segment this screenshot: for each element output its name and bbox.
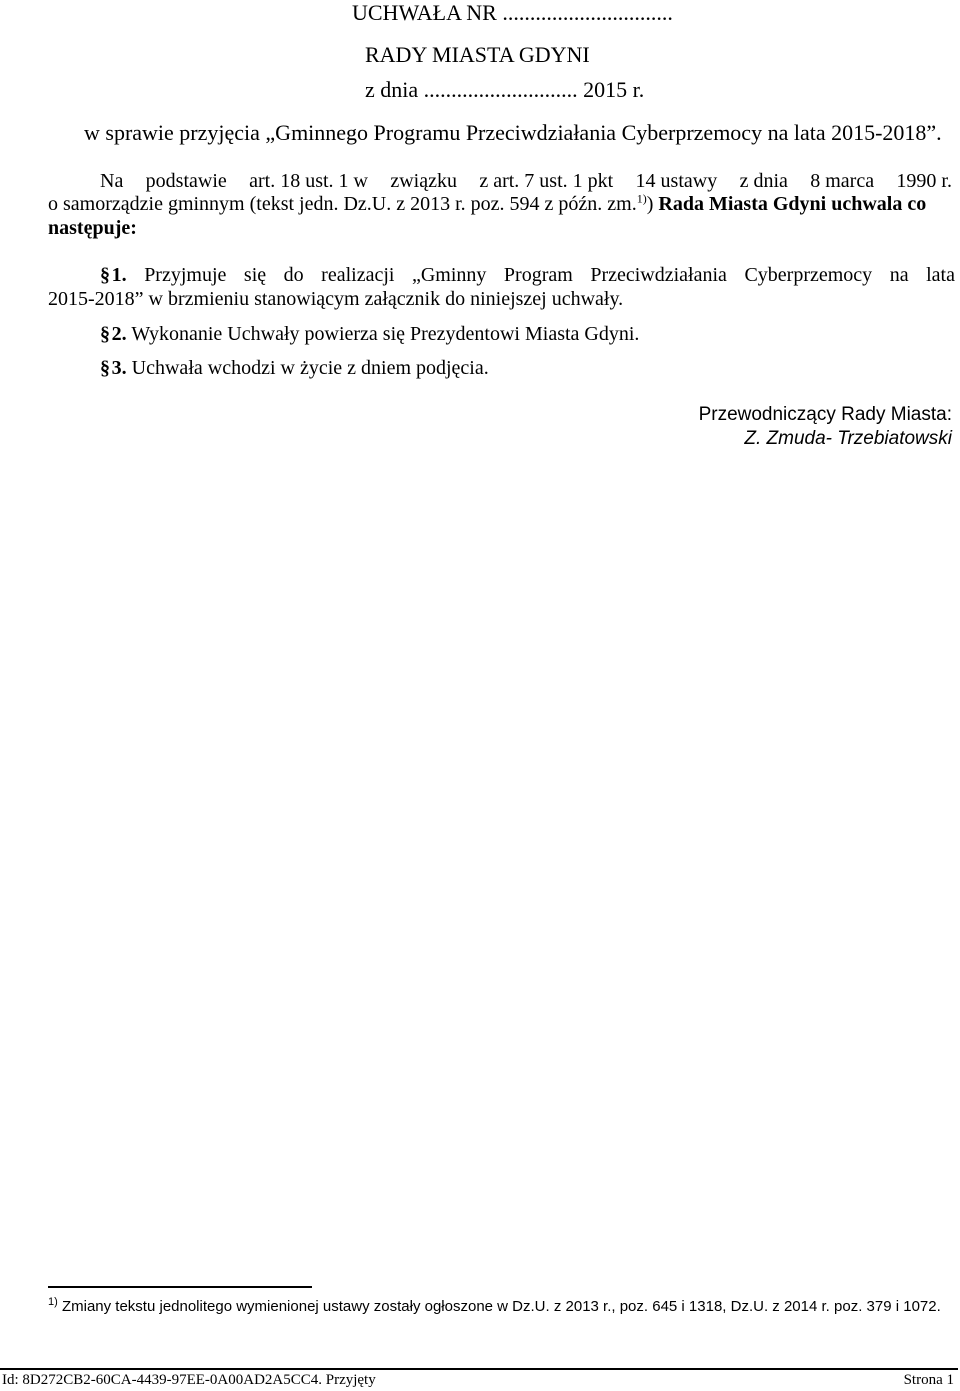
- page-number: Strona 1: [903, 1372, 954, 1388]
- section-word: się: [243, 264, 267, 286]
- section-word: realizacji: [321, 264, 395, 286]
- section-2-text: Wykonanie Uchwały powierza się Prezydentowi Miasta Gdyni.: [131, 323, 640, 345]
- council-name: RADY MIASTA GDYNI: [365, 42, 590, 67]
- preamble-word: art. 18 ust. 1 w: [249, 170, 368, 192]
- section-1-line-2: 2015-2018” w brzmieniu stanowiącym załącznik do niniejszej uchwały.: [48, 288, 624, 310]
- section-word: lata: [926, 264, 955, 286]
- preamble-word: z art. 7 ust. 1 pkt: [479, 170, 614, 192]
- preamble-word: 1990 r.: [896, 170, 952, 192]
- section-word: „Gminny: [411, 264, 487, 286]
- section-1-heading: [100, 264, 127, 287]
- section-symbol: §: [100, 264, 110, 286]
- footnote-text: Zmiany tekstu jednolitego wymienionej ustawy zostały ogłoszone w Dz.U. z 2013 r., poz. 645 i 1318, Dz.U. z 2014 r. poz. 379 i 1072.: [61, 1298, 941, 1315]
- section-number: 1.: [111, 264, 127, 286]
- preamble-word: związku: [390, 170, 457, 192]
- section-symbol: §: [100, 357, 110, 379]
- legal-basis-text: o samorządzie gminnym (tekst jedn. Dz.U. z 2013 r. poz. 594 z późn. zm.: [48, 193, 637, 215]
- preamble-word: 8 marca: [810, 170, 875, 192]
- section-3: [100, 357, 489, 380]
- resolution-subject: w sprawie przyjęcia „Gminnego Programu Przeciwdziałania Cyberprzemocy na lata 2015-2018”.: [84, 120, 942, 145]
- enacting-clause: Rada Miasta Gdyni uchwala co: [658, 193, 927, 215]
- enacting-clause-continued: następuje:: [48, 217, 137, 239]
- footnote-separator: [48, 1286, 312, 1288]
- section-word: Przyjmuje: [144, 264, 227, 286]
- signature-role: Przewodniczący Rady Miasta:: [698, 404, 952, 425]
- resolution-number: UCHWAŁA NR ...............................: [352, 0, 673, 25]
- signature-name: Z. Zmuda- Trzebiatowski: [744, 428, 952, 449]
- preamble-word: Na: [100, 170, 124, 192]
- preamble-word: 14 ustawy: [635, 170, 718, 192]
- footnote-marker: 1): [48, 1296, 58, 1308]
- preamble-word: podstawie: [145, 170, 227, 192]
- footnote-reference[interactable]: 1): [636, 191, 647, 206]
- preamble-line-1: [100, 170, 952, 193]
- section-3-text: Uchwała wchodzi w życie z dniem podjęcia.: [131, 357, 489, 379]
- section-word: na: [889, 264, 909, 286]
- footnote: [48, 1298, 941, 1315]
- section-word: Przeciwdziałania: [590, 264, 727, 286]
- section-word: Cyberprzemocy: [744, 264, 873, 286]
- document-id: Id: 8D272CB2-60CA-4439-97EE-0A00AD2A5CC4. Przyjęty: [2, 1372, 376, 1388]
- section-symbol: §: [100, 323, 110, 345]
- resolution-date: z dnia ............................ 2015 r.: [365, 77, 645, 102]
- section-word: Program: [503, 264, 573, 286]
- closing-paren: ): [646, 193, 654, 215]
- section-1-line-1: [100, 264, 955, 287]
- section-2: [100, 323, 639, 346]
- preamble-line-2: [48, 193, 926, 216]
- section-number: 3.: [111, 357, 127, 379]
- section-number: 2.: [111, 323, 127, 345]
- preamble-word: z dnia: [739, 170, 788, 192]
- footer-rule: [0, 1368, 958, 1370]
- section-word: do: [283, 264, 304, 286]
